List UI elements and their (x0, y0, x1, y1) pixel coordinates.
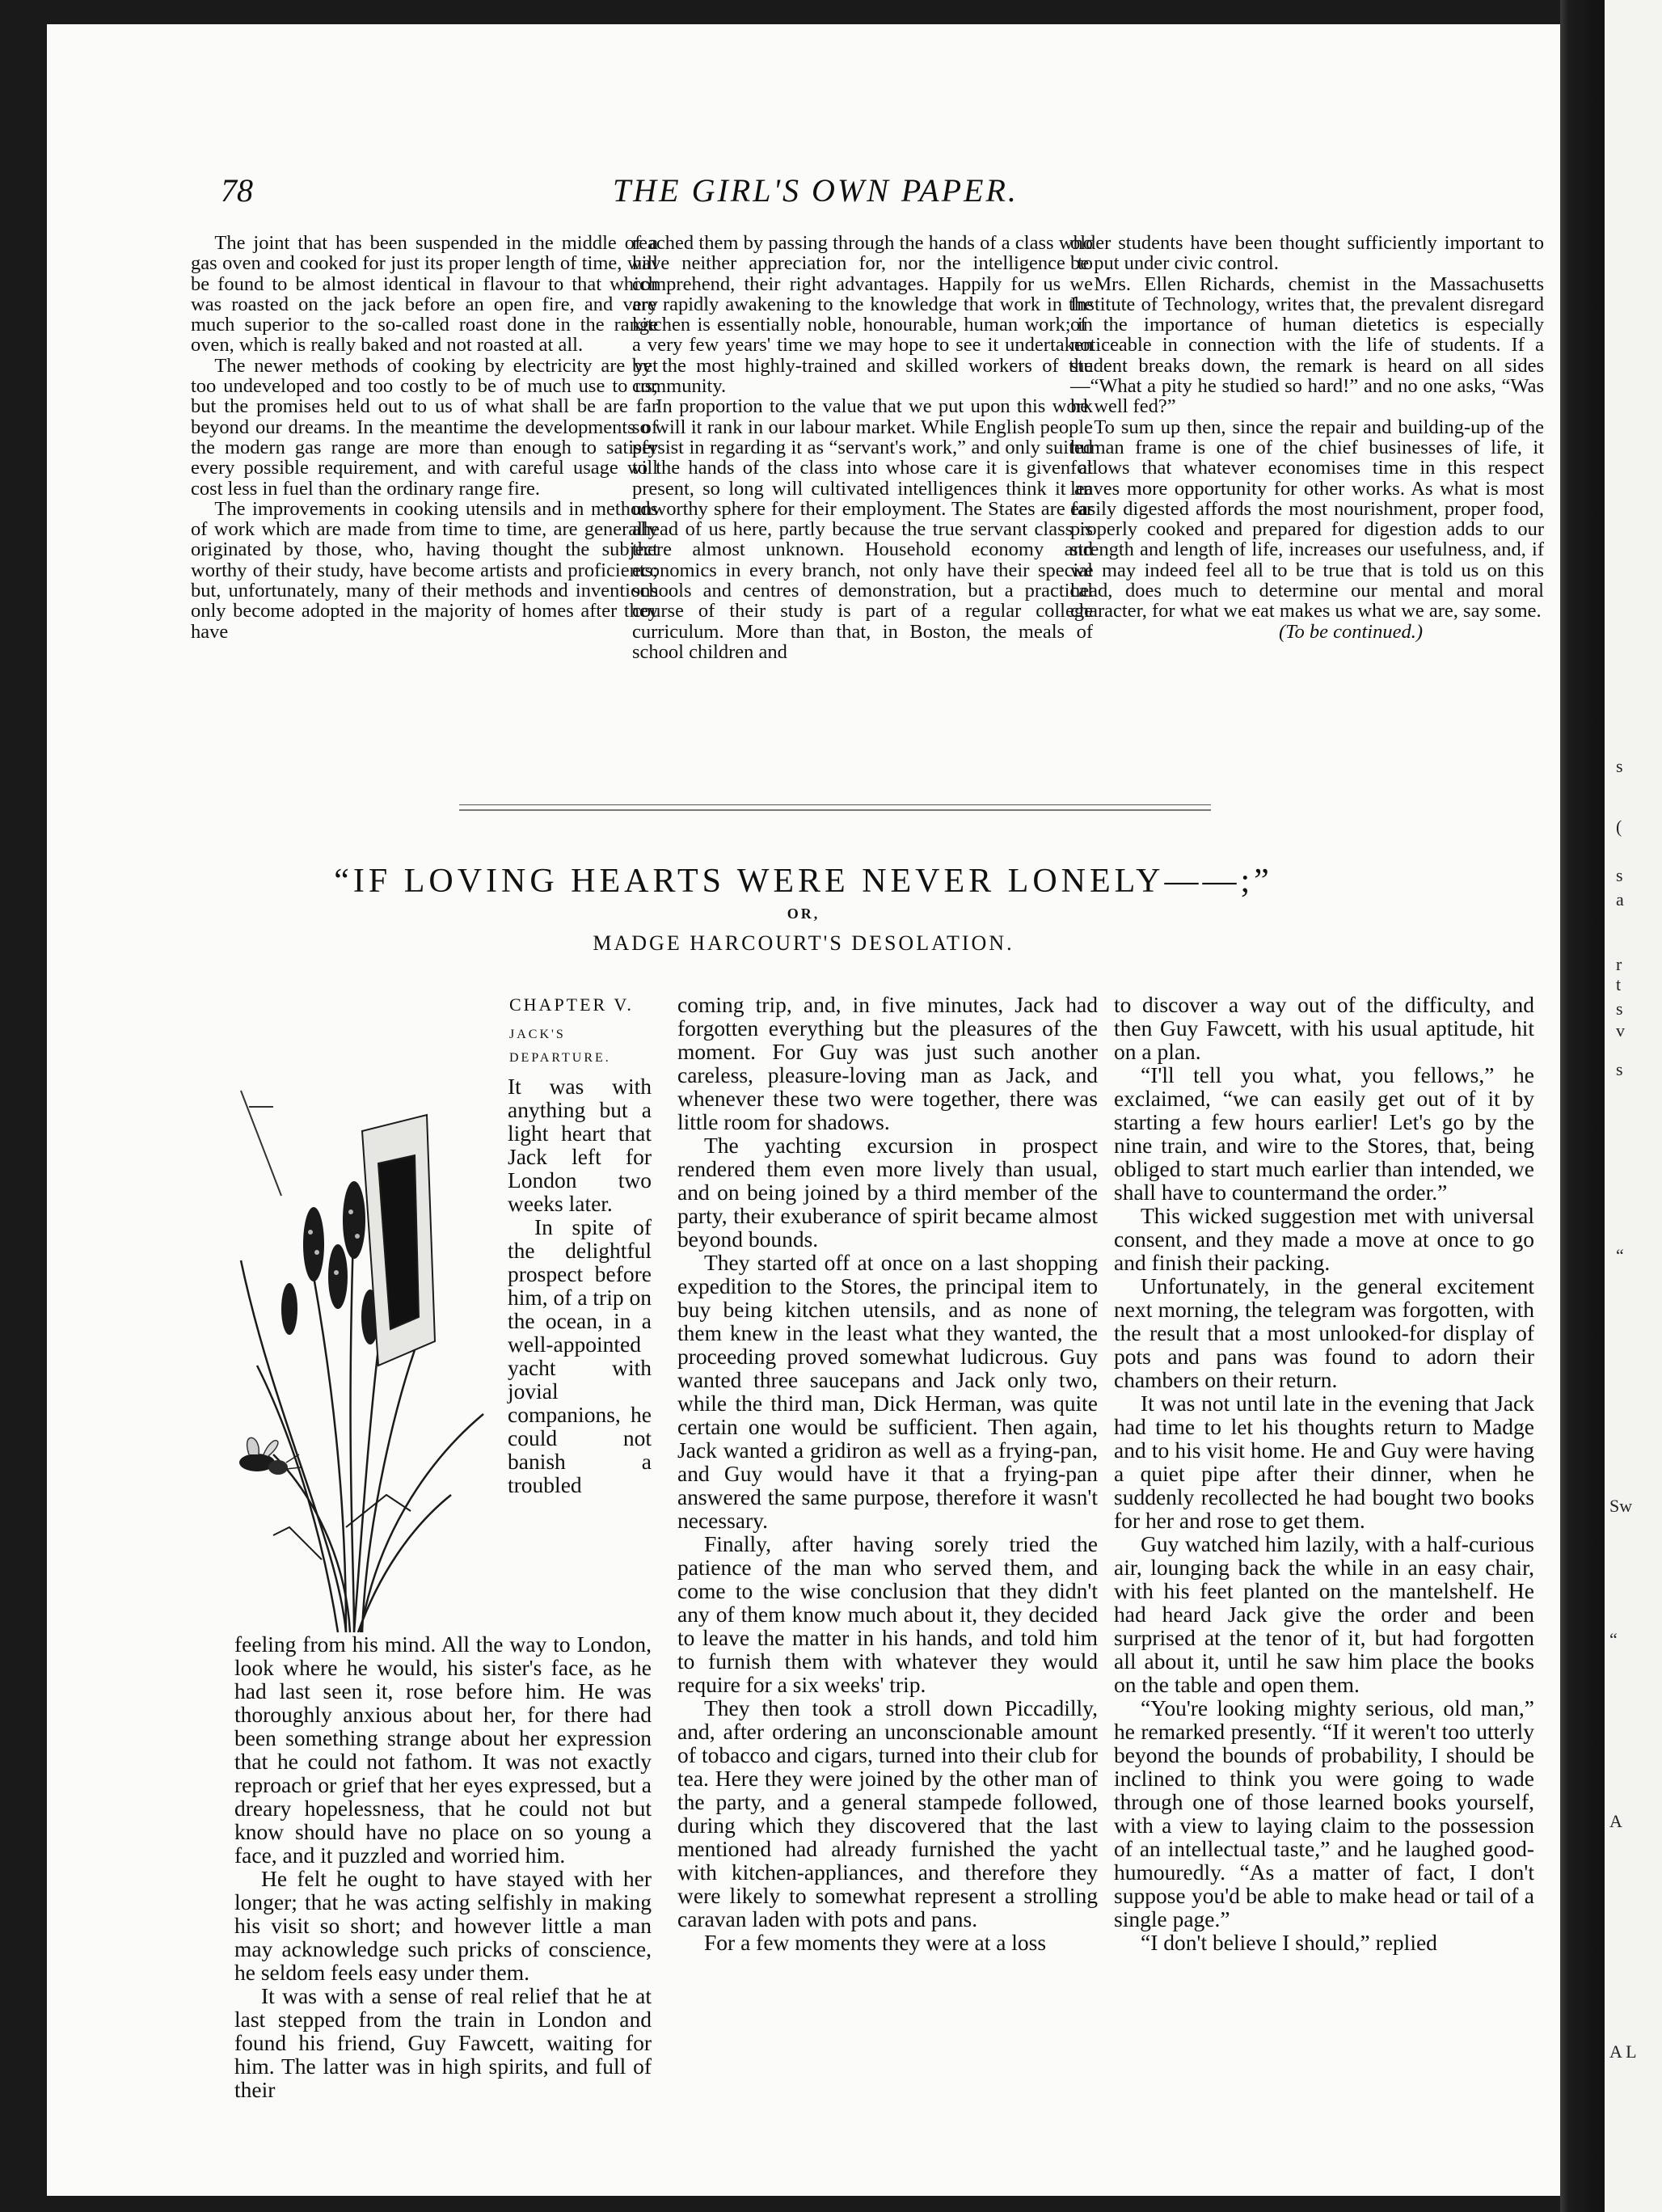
paragraph: In proportion to the value that we put upon this work so will it rank in our labour market. While English people persist in regarding it as “servant's work,” and only suited to the hands of the class into whose care it is given at present, so long will cultivated intelligences think it an unworthy sphere for their employment. The States are far ahead of us here, partly because the true servant class is there almost unknown. Household economy and economics in every branch, not only have their special schools and centres of demonstration, but a practical course of their study is part of a regular college curriculum. More than that, in Boston, the meals of school children and (632, 395, 1093, 663)
article-column-2 (632, 233, 1093, 662)
section-divider (459, 804, 1211, 811)
story-column-2 (677, 993, 1098, 1954)
publication-title: THE GIRL'S OWN PAPER. (613, 172, 1019, 209)
reed-and-bee-illustration (225, 1074, 500, 1632)
story-title: “IF LOVING HEARTS WERE NEVER LONELY——;” (334, 863, 1273, 900)
story-or: OR, (787, 905, 820, 922)
magazine-page (47, 24, 1560, 2196)
paragraph: to discover a way out of the difficulty, and then Guy Fawcett, with his usual aptitude, hit on a plan. (1114, 992, 1534, 1064)
chapter-heading: CHAPTER V. (509, 994, 634, 1015)
paragraph: The newer methods of cooking by electricity are yet too undeveloped and too costly to be of much use to us; but the promises held out to us of what shall be are far beyond our dreams. In the meantime the developments of the modern gas range are more than enough to satisfy every possible requirement, and with careful usage will cost less in fuel than the ordinary range fire. (191, 354, 658, 500)
illustration-svg (225, 1074, 500, 1632)
paragraph: It was not until late in the evening that Jack had time to let his thoughts return to Madge and to his visit home. He and Guy were having a quiet pipe after their dinner, when he suddenly recollected he had bought two books for her and rose to get them. (1114, 1391, 1534, 1533)
paragraph: coming trip, and, in five minutes, Jack had forgotten everything but the pleasures of the moment. For Guy was just such another careless, pleasure-loving man as Jack, and whenever these two were together, there was little room for shadows. (677, 992, 1098, 1134)
paragraph: In spite of the delightful prospect before him, of a trip on the ocean, in a well-appointed yacht with jovial companions, he could not banish a troubled (508, 1214, 652, 1497)
chapter-subtitle: JACK'S DEPARTURE. (509, 1028, 611, 1065)
paragraph: The yachting excursion in prospect rendered them even more lively than usual, and on being joined by a third member of the party, their exuberance of spirit became almost beyond bounds. (677, 1133, 1098, 1252)
paragraph: They started off at once on a last shopping expedition to the Stores, the principal item to buy being kitchen utensils, and as none of them knew in the least what they wanted, the proceeding proved somewhat ludicrous. Guy wanted three saucepans and Jack only two, while the third man, Dick Herman, was quite certain one would be sufficient. Then again, Jack wanted a gridiron as well as a frying-pan, and Guy would have it that a frying-pan answered the same purpose, therefore it wasn't necessary. (677, 1250, 1098, 1533)
running-header (47, 144, 1560, 209)
paragraph: Mrs. Ellen Richards, chemist in the Massachusetts Institute of Technology, writes that, the prevalent disregard of the importance of human dietetics is especially noticeable in connection with the life of students. If a student breaks down, the remark is heard on all sides—“What a pity he studied so hard!” and no one asks, “Was he well fed?” (1070, 272, 1544, 418)
fragment: “ (1609, 1629, 1618, 1649)
paragraph: To sum up then, since the repair and building-up of the human frame is one of the chief businesses of life, it follows that whatever economises time in this respect leaves more opportunity for other works. As what is most easily digested affords the most nourishment, proper food, properly cooked and prepared for digestion adds to our strength and length of life, increases our usefulness, and, if we may indeed feel all to be true that is told us on this head, does much to determine our mental and moral character, for what we eat makes us what we are, say some. (1070, 416, 1544, 623)
paragraph: Guy watched him lazily, with a half-curious air, lounging back the while in an easy chair, with his feet planted on the mantelshelf. He had heard Jack give the order and been surprised at the tenor of it, but had forgotten all about it, until he saw him place the books on the table and open them. (1114, 1531, 1534, 1697)
paragraph: Unfortunately, in the general excitement next morning, the telegram was forgotten, with the result that a most unlooked-for display of pots and pans was found to adorn their chambers on their return. (1114, 1273, 1534, 1392)
bee-icon (239, 1437, 301, 1475)
fragment: v (1616, 1020, 1625, 1041)
story-column-3 (1114, 993, 1534, 1954)
paragraph: Finally, after having sorely tried the patience of the man who served them, and come to the wise conclusion that they didn't any of them know much about it, they decided to leave the matter in his hands, and told him to furnish them with whatever they would require for a six weeks' trip. (677, 1531, 1098, 1697)
fragment: A L (1609, 2041, 1637, 2062)
fragment: s (1616, 1059, 1623, 1079)
paragraph: He felt he ought to have stayed with her longer; that he was acting selfishly in making his visit so short; and however little a man may acknowledge such pricks of conscience, he seldom feels easy under them. (234, 1866, 652, 1985)
fragment: s (1616, 756, 1623, 776)
fragment: t (1616, 974, 1622, 994)
page-number: 78 (221, 172, 253, 209)
paragraph: older students have been thought sufficiently important to be put under civic control. (1070, 232, 1544, 275)
fragment: “ (1616, 1245, 1624, 1265)
fragment: ( (1616, 817, 1622, 837)
story-subtitle: MADGE HARCOURT'S DESOLATION. (593, 931, 1014, 955)
to-be-continued: (To be continued.) (1278, 620, 1423, 643)
article-column-3 (1070, 233, 1544, 642)
paragraph: “I don't believe I should,” replied (1141, 1930, 1437, 1955)
adjacent-page-edge (1605, 0, 1662, 2212)
paragraph: reached them by passing through the hands of a class who have neither appreciation for, nor the intelligence to comprehend, their right advantages. Happily for us we are rapidly awakening to the knowledge that work in the kitchen is essentially noble, honourable, human work; in a very few years' time we may hope to see it undertaken by the most highly-trained and skilled workers of the community. (632, 232, 1093, 398)
paragraph: The improvements in cooking utensils and in methods of work which are made from time to time, are generally originated by those, who, having thought the subject worthy of their study, have become artists and proficients; but, unfortunately, many of their methods and inventions only become adopted in the majority of homes after they have (191, 497, 658, 643)
paragraph: The joint that has been suspended in the middle of a gas oven and cooked for just its proper length of time, will be found to be almost identical in flavour to that which was roasted on the jack before an open fire, and very much superior to the so-called roast done in the range oven, which is really baked and not roasted at all. (191, 232, 658, 357)
fragment: A (1609, 1811, 1622, 1831)
paragraph: It was with a sense of real relief that he at last stepped from the train in London and found his friend, Guy Fawcett, waiting for him. The latter was in high spirits, and full of their (234, 1983, 652, 2102)
paragraph: “You're looking mighty serious, old man,” he remarked presently. “If it weren't too utterly beyond the bounds of probability, I should be inclined to think you were going to wade through one of those learned books yourself, with a view to laying claim to the possession of an intellectual taste,” and he laughed good-humouredly. “As a matter of fact, I don't suppose you'd be able to make head or tail of a single page.” (1114, 1695, 1534, 1931)
fragment: r (1616, 954, 1622, 974)
paragraph: “I'll tell you what, you fellows,” he exclaimed, “we can easily get out of it by starting a few hours earlier! Let's go by the nine train, and wire to the Stores, that, being obliged to start much earlier than intended, we shall have to countermand the order.” (1114, 1062, 1534, 1205)
paragraph: This wicked suggestion met with universal consent, and they made a move at once to go and finish their packing. (1114, 1203, 1534, 1275)
paragraph: For a few moments they were at a loss (704, 1930, 1047, 1955)
fragment: s (1616, 865, 1623, 885)
opening-paragraph: It was with anything but a light heart that Jack left for London two weeks later. (508, 1074, 652, 1216)
story-column-1 (234, 993, 652, 2101)
article-column-1 (191, 233, 658, 642)
fragment: s (1616, 998, 1623, 1019)
paragraph: They then took a stroll down Piccadilly, and, after ordering an unconscionable amount of tobacco and cigars, turned into their club for tea. Here they were joined by the other man of the party, and a general stampede followed, during which they discovered that the last mentioned had already furnished the yacht with kitchen-appliances, and therefore they were likely to somewhat represent a strolling caravan laden with pots and pans. (677, 1695, 1098, 1931)
fragment: Sw (1609, 1496, 1633, 1516)
fragment: a (1616, 889, 1624, 910)
paragraph: feeling from his mind. All the way to London, look where he would, his sister's face, as he had last seen it, rose before him. He was thoroughly anxious about her, for there had been something strange about her expression that he could not fathom. It was not exactly reproach or grief that her eyes expressed, but a dreary hopelessness, that he could not but know should have no place on so young a face, and it puzzled and worried him. (234, 1632, 652, 1868)
